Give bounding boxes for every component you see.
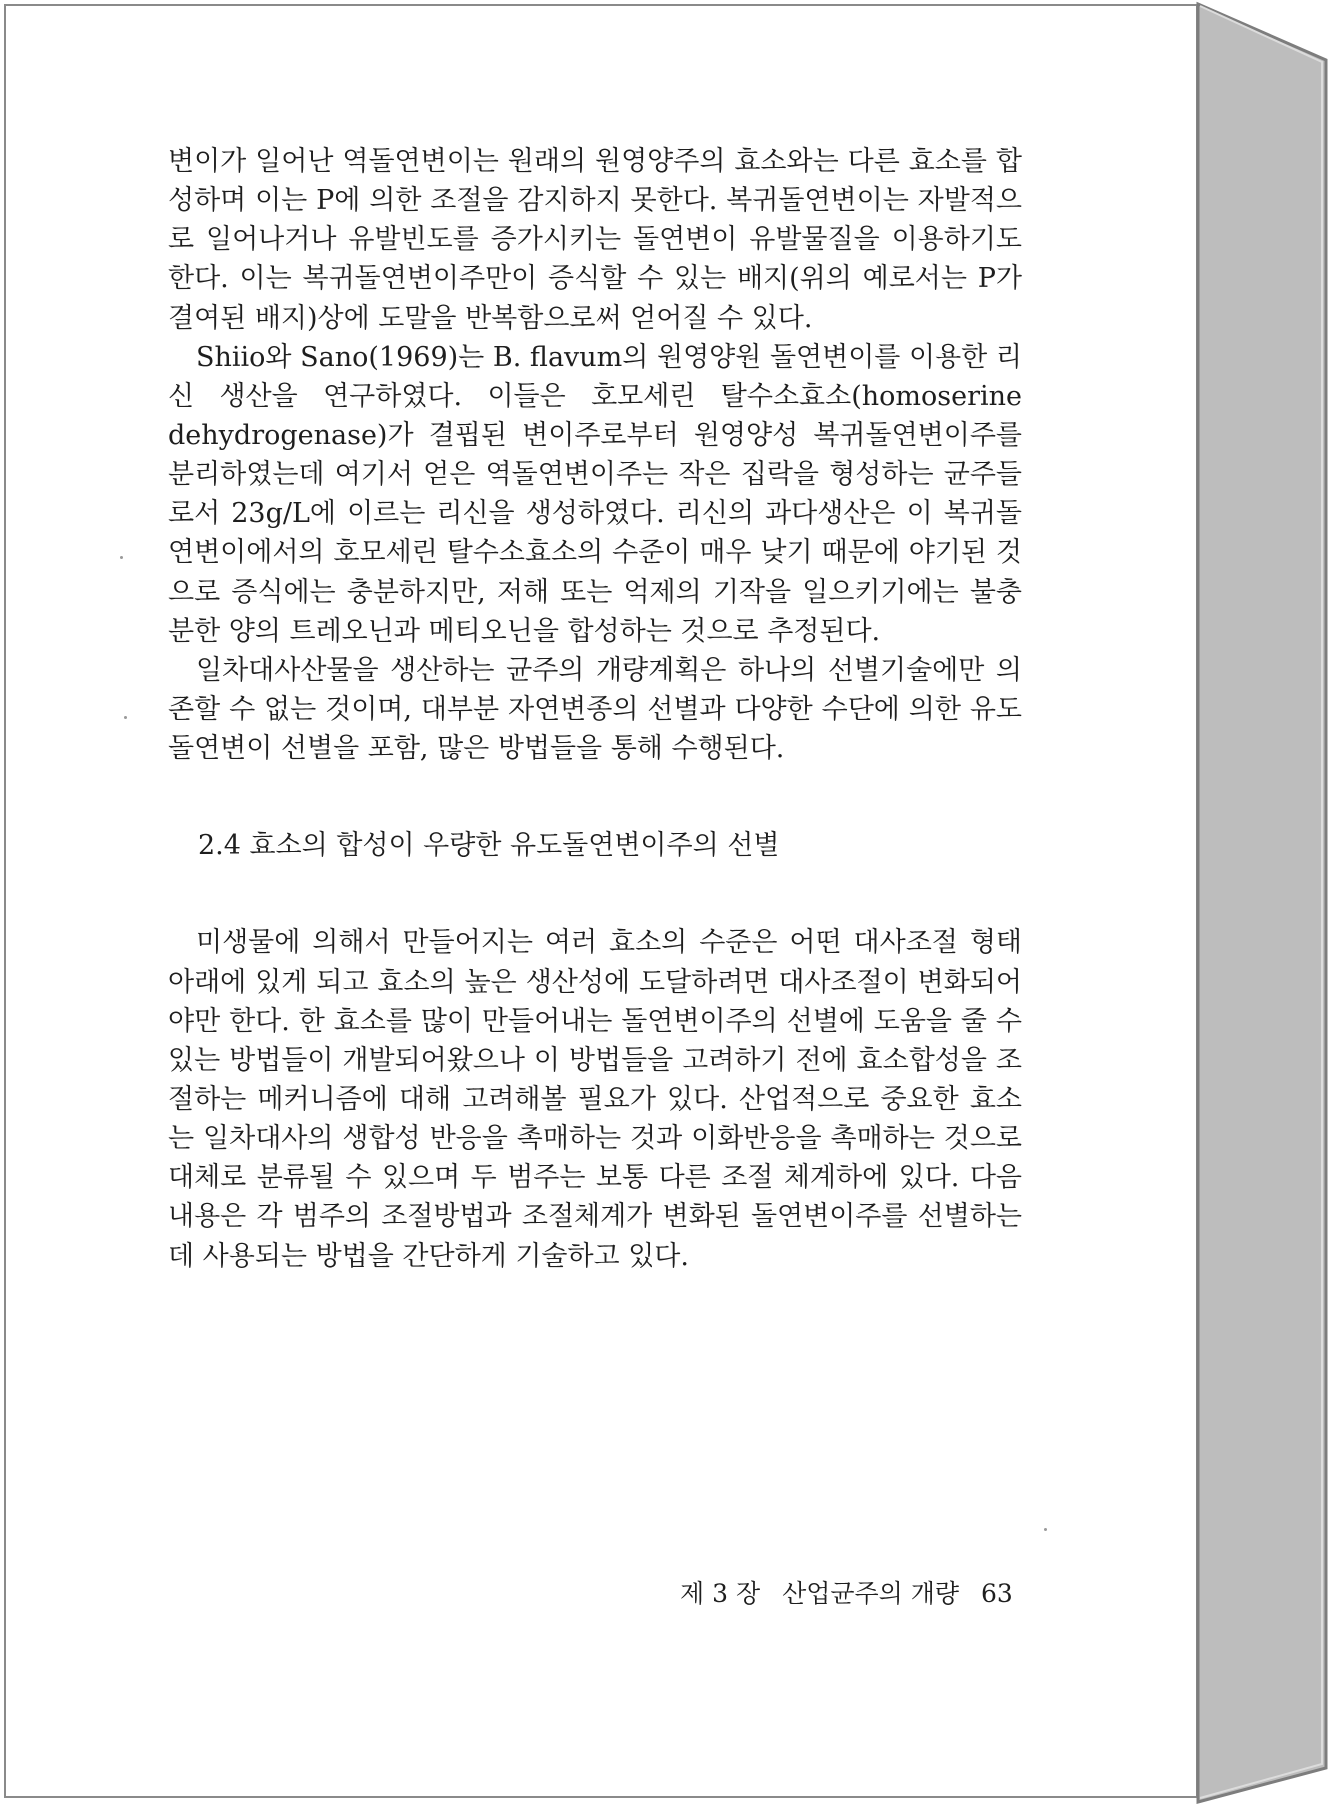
- footer-chapter: 제 3 장: [680, 1579, 761, 1608]
- footer-chapter-title: 산업균주의 개량: [782, 1579, 960, 1608]
- book-side-face: [1198, 4, 1326, 1802]
- section-heading: 2.4 효소의 합성이 우량한 유도돌연변이주의 선별: [198, 830, 780, 862]
- footer-page-number: 63: [981, 1579, 1013, 1608]
- page-footer: [680, 1574, 1013, 1610]
- section-paragraph: 미생물에 의해서 만들어지는 여러 효소의 수준은 어떤 대사조절 형태 아래에 있게 되고 효소의 높은 생산성에 도달하려면 대사조절이 변화되어야만 한다. 한 효소를 많이 만들어내는 돌연변이주의 선별에 도움을 줄 수 있는 방법들이 개발되어왔으나 이 방법들을 고려하기 전에 효소합성을 조절하는 메커니즘에 대해 고려해볼 필요가 있다. 산업적으로 중요한 효소는 일차대사의 생합성 반응을 촉매하는 것과 이화반응을 촉매하는 것으로 대체로 분류될 수 있으며 두 범주는 보통 다른 조절 체계하에 있다. 다음 내용은 각 범주의 조절방법과 조절체계가 변화된 돌연변이주를 선별하는 데 사용되는 방법을 간단하게 기술하고 있다.: [168, 927, 1022, 1272]
- paragraph-3: 일차대사산물을 생산하는 균주의 개량계획은 하나의 선별기술에만 의존할 수 없는 것이며, 대부분 자연변종의 선별과 다양한 수단에 의한 유도돌연변이 선별을 포함, 많은 방법들을 통해 수행된다.: [168, 654, 1022, 765]
- book-side-inner-edge: [1200, 6, 1322, 1798]
- body-text: [168, 142, 1022, 1276]
- scan-speck: [124, 716, 127, 719]
- paragraph-1: 변이가 일어난 역돌연변이는 원래의 원영양주의 효소와는 다른 효소를 합성하며 이는 P에 의한 조절을 감지하지 못한다. 복귀돌연변이는 자발적으로 일어나거나 유발빈도를 증가시키는 돌연변이 유발물질을 이용하기도 한다. 이는 복귀돌연변이주만이 증식할 수 있는 배지(위의 예로서는 P가 결여된 배지)상에 도말을 반복함으로써 얻어질 수 있다.: [168, 146, 1022, 334]
- scan-speck: [1044, 1528, 1047, 1531]
- scan-speck: [120, 556, 123, 559]
- paragraph-2: Shiio와 Sano(1969)는 B. flavum의 원영양원 돌연변이를 이용한 리신 생산을 연구하였다. 이들은 호모세린 탈수소효소(homoserine dehydrogenase)가 결핍된 변이주로부터 원영양성 복귀돌연변이주를 분리하였는데 여기서 얻은 역돌연변이주는 작은 집락을 형성하는 균주들로서 23g/L에 이르는 리신을 생성하였다. 리신의 과다생산은 이 복귀돌연변이에서의 호모세린 탈수소효소의 수준이 매우 낮기 때문에 야기된 것으로 증식에는 충분하지만, 저해 또는 억제의 기작을 일으키기에는 불충분한 양의 트레오닌과 메티오닌을 합성하는 것으로 추정된다.: [168, 341, 1022, 647]
